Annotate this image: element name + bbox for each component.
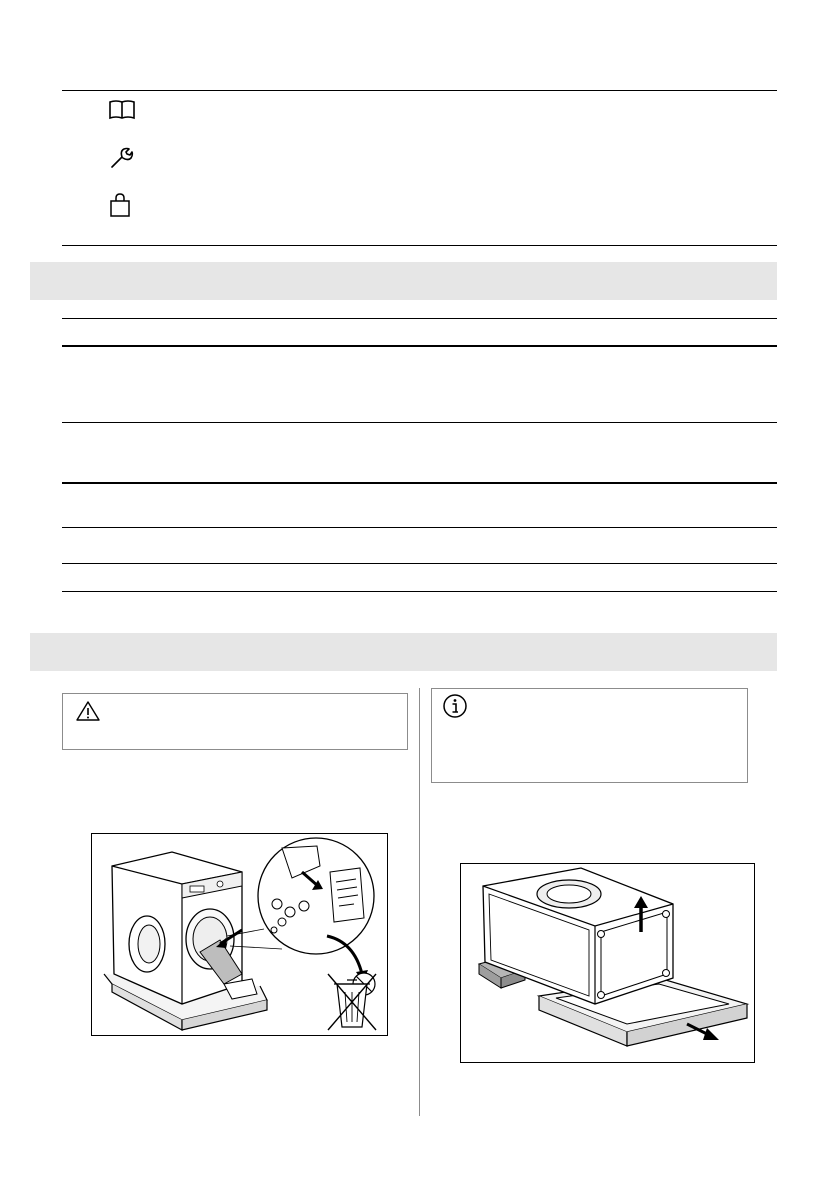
figure-remove-base (460, 863, 755, 1063)
section-header-band-2 (30, 633, 777, 671)
table-rule-6 (62, 591, 777, 592)
wrench-icon (108, 145, 134, 176)
table-header-rule (62, 345, 777, 347)
shopping-bag-icon (108, 192, 132, 223)
table-rule-4 (62, 527, 777, 528)
top-list-bottom-rule (62, 245, 777, 246)
column-divider (419, 688, 420, 1116)
section-header-band-1 (30, 262, 777, 300)
top-rule (62, 90, 777, 91)
info-box (431, 688, 748, 783)
figure-remove-accessories (91, 833, 388, 1036)
book-icon (107, 99, 137, 126)
table-rule-3 (62, 482, 777, 484)
warning-box (62, 693, 408, 750)
info-icon (442, 693, 468, 724)
table-rule-2 (62, 422, 777, 423)
table-rule-1 (62, 318, 777, 319)
warning-triangle-icon (75, 700, 101, 727)
table-rule-5 (62, 563, 777, 564)
